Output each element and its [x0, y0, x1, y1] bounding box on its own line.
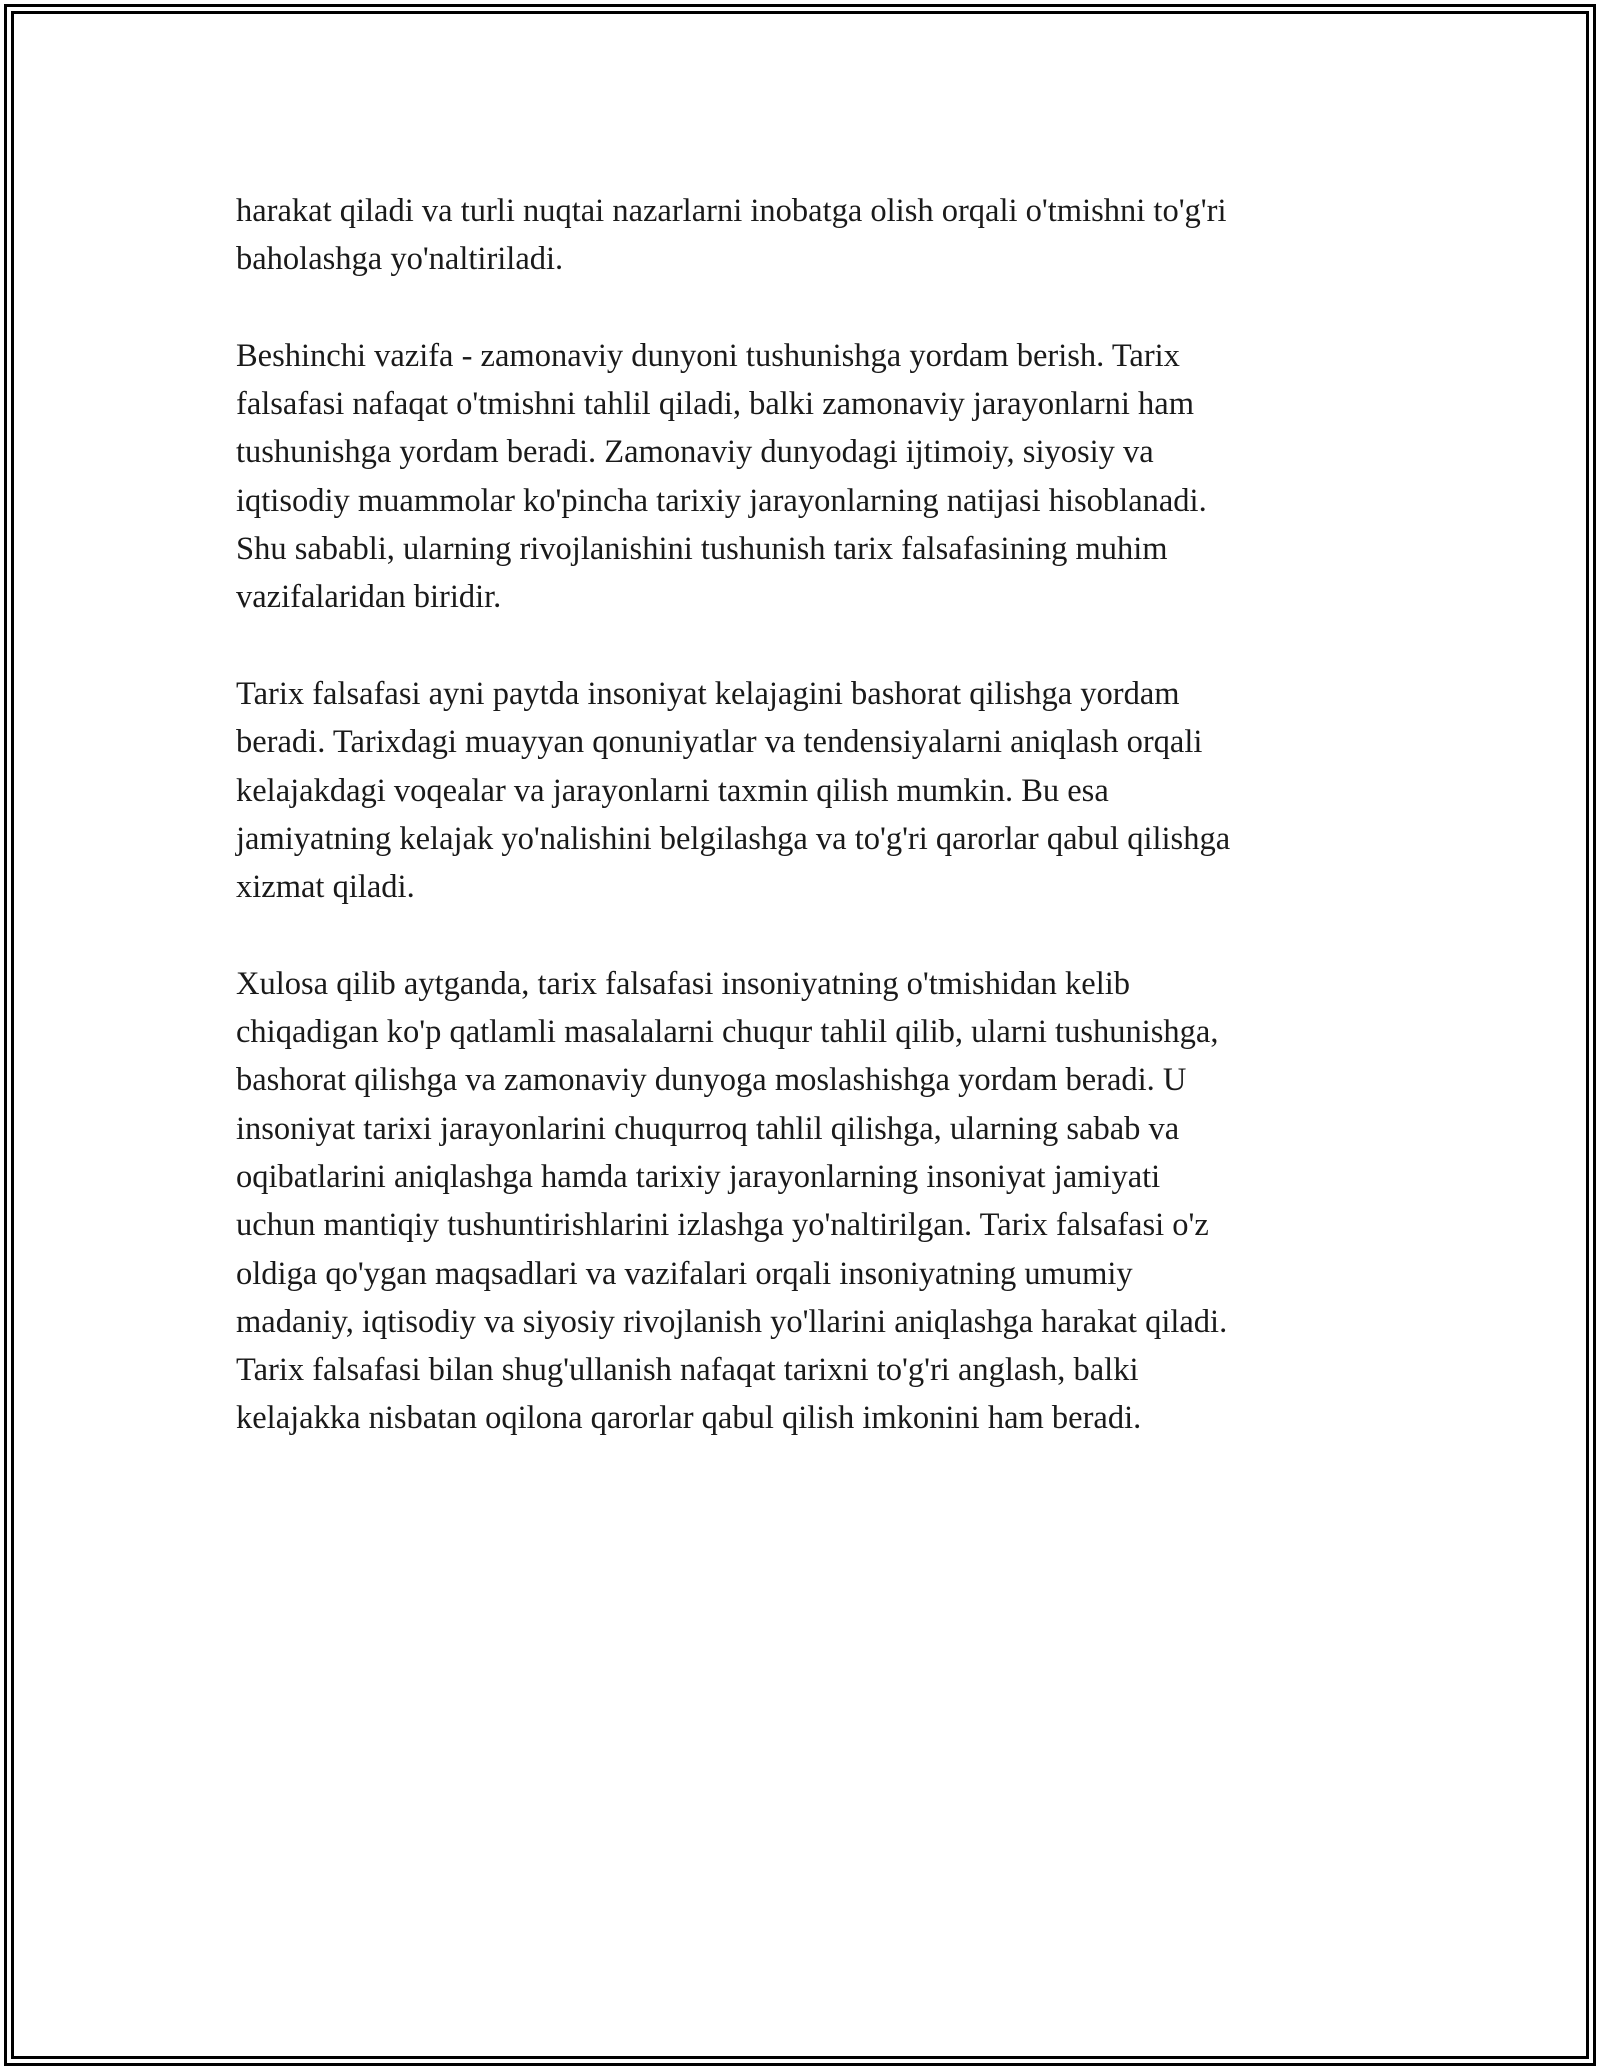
text-line: uchun mantiqiy tushuntirishlarini izlashga yo'naltirilgan. Tarix falsafasi o'z: [236, 1207, 1209, 1244]
text-line: tushunishga yordam beradi. Zamonaviy dunyodagi ijtimoiy, siyosiy va: [236, 434, 1154, 471]
text-line: xizmat qiladi.: [236, 869, 415, 906]
text-line: vazifalaridan biridir.: [236, 579, 502, 616]
document-body: [236, 187, 1376, 1491]
text-line: harakat qiladi va turli nuqtai nazarlarni inobatga olish orqali o'tmishni to'g'ri: [236, 193, 1227, 229]
text-line: falsafasi nafaqat o'tmishni tahlil qiladi, balki zamonaviy jarayonlarni ham: [236, 386, 1194, 423]
text-line: Xulosa qilib aytganda, tarix falsafasi insoniyatning o'tmishidan kelib: [236, 965, 1131, 1002]
text-line: insoniyat tarixi jarayonlarini chuqurroq tahlil qilishga, ularning sabab va: [236, 1110, 1180, 1147]
paragraph-3: [236, 670, 1376, 911]
paragraph-2: [236, 332, 1376, 622]
text-line: beradi. Tarixdagi muayyan qonuniyatlar va tendensiyalarni aniqlash orqali: [236, 724, 1203, 761]
text-line: Tarix falsafasi ayni paytda insoniyat kelajagini bashorat qilishga yordam: [236, 675, 1180, 712]
text-line: iqtisodiy muammolar ko'pincha tarixiy jarayonlarning natijasi hisoblanadi.: [236, 482, 1207, 519]
text-line: Beshinchi vazifa - zamonaviy dunyoni tushunishga yordam berish. Tarix: [236, 337, 1180, 374]
text-line: Tarix falsafasi bilan shug'ullanish nafaqat tarixni to'g'ri anglash, balki: [236, 1352, 1139, 1389]
paragraph-1: [236, 187, 1376, 284]
text-line: oldiga qo'ygan maqsadlari va vazifalari orqali insoniyatning umumiy: [236, 1255, 1133, 1292]
text-line: oqibatlarini aniqlashga hamda tarixiy jarayonlarning insoniyat jamiyati: [236, 1158, 1161, 1195]
paragraph-4: [236, 960, 1376, 1443]
text-line: kelajakka nisbatan oqilona qarorlar qabul qilish imkonini ham beradi.: [236, 1400, 1142, 1437]
text-line: bashorat qilishga va zamonaviy dunyoga moslashishga yordam beradi. U: [236, 1062, 1187, 1099]
text-line: baholashga yo'naltiriladi.: [236, 241, 564, 278]
text-line: kelajakdagi voqealar va jarayonlarni taxmin qilish mumkin. Bu esa: [236, 772, 1109, 809]
text-line: chiqadigan ko'p qatlamli masalalarni chuqur tahlil qilib, ularni tushunishga,: [236, 1014, 1219, 1051]
text-line: Shu sababli, ularning rivojlanishini tushunish tarix falsafasining muhim: [236, 531, 1168, 568]
text-line: jamiyatning kelajak yo'nalishini belgilashga va to'g'ri qarorlar qabul qilishga: [236, 820, 1231, 857]
text-line: madaniy, iqtisodiy va siyosiy rivojlanish yo'llarini aniqlashga harakat qiladi.: [236, 1303, 1228, 1340]
